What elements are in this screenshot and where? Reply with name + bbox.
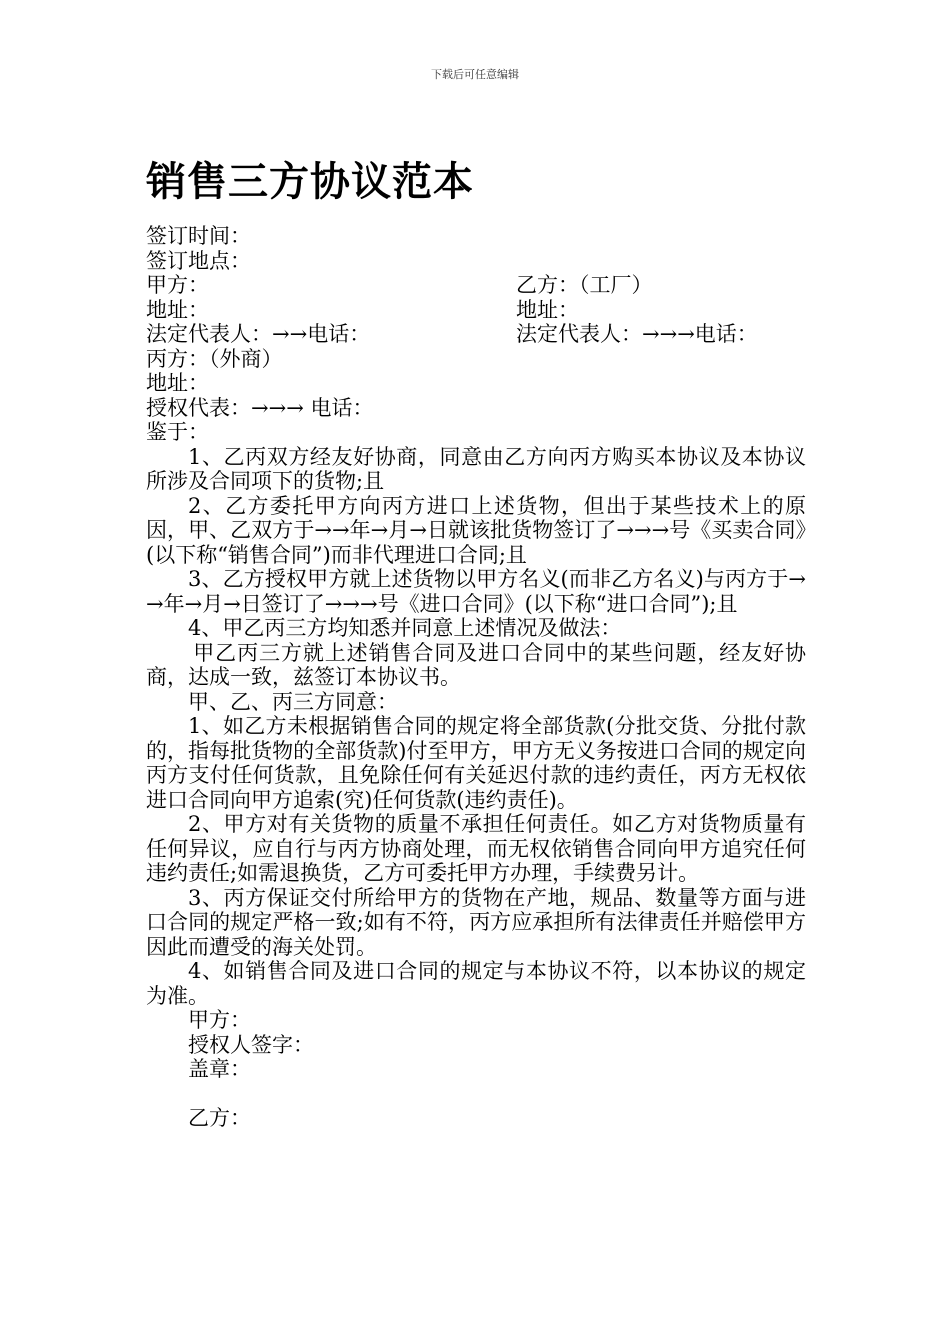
rep-c-label: 授权代表：→→→ 电话：	[146, 395, 374, 420]
signature-seal: 盖章：	[188, 1057, 251, 1081]
header-note: 下载后可任意编辑	[431, 68, 519, 81]
signature-party-a: 甲方：	[188, 1008, 251, 1032]
whereas-item: 2、乙方委托甲方向丙方进口上述货物，但出于某些技术上的原因，甲、乙双方于→→年→月→日就该批货物签订了→→→号《买卖合同》(以下称“销售合同”)而非代理进口合同;且	[146, 493, 806, 567]
sign-place-line: 签订地点：	[146, 248, 251, 273]
clause-paragraph: 3、丙方保证交付所给甲方的货物在产地，规品、数量等方面与进口合同的规定严格一致;如有不符，丙方应承担所有法律责任并赔偿甲方因此而遭受的海关处罚。	[146, 885, 806, 959]
preamble-paragraph: 甲乙丙三方就上述销售合同及进口合同中的某些问题，经友好协商，达成一致，兹签订本协议书。	[146, 640, 806, 689]
whereas-item: 1、乙丙双方经友好协商，同意由乙方向丙方购买本协议及本协议所涉及合同项下的货物;且	[146, 444, 806, 493]
clause-paragraph: 1、如乙方未根据销售合同的规定将全部货款(分批交货、分批付款的，指每批货物的全部货款)付至甲方，甲方无义务按进口合同的规定向丙方支付任何货款，且免除任何有关延迟付款的违约责任，丙方无权依进口合同向甲方追索(究)任何货款(违约责任)。	[146, 714, 806, 812]
whereas-item: 3、乙方授权甲方就上述货物以甲方名义(而非乙方名义)与丙方于→→年→月→日签订了→→→号《进口合同》(以下称“进口合同”);且	[146, 567, 806, 616]
document-title: 销售三方协议范本	[146, 159, 474, 205]
address-a-label: 地址：	[146, 297, 209, 322]
whereas-heading: 鉴于：	[146, 420, 209, 444]
signature-authorized-sign: 授权人签字：	[188, 1032, 314, 1057]
address-row	[146, 298, 806, 323]
representative-row	[146, 322, 806, 347]
rep-b-label: 法定代表人：→→→电话：	[516, 322, 758, 346]
clause-paragraph: 4、如销售合同及进口合同的规定与本协议不符，以本协议的规定为准。	[146, 959, 806, 1008]
rep-a-label: 法定代表人：→→电话：	[146, 322, 371, 346]
party-row	[146, 273, 806, 298]
signature-gap	[146, 1082, 806, 1107]
agree-heading: 甲、乙、丙三方同意：	[188, 689, 398, 714]
signature-party-b: 乙方：	[188, 1106, 251, 1130]
clause-paragraph: 2、甲方对有关货物的质量不承担任何责任。如乙方对货物质量有任何异议，应自行与丙方协商处理，而无权依销售合同向甲方追究任何违约责任;如需退换货，乙方可委托甲方办理，手续费另计。	[146, 812, 806, 885]
party-b-label: 乙方：（工厂）	[516, 273, 653, 297]
party-c-label: 丙方：（外商）	[146, 346, 283, 371]
sign-time-line: 签订时间：	[146, 224, 251, 248]
party-a-label: 甲方：	[146, 273, 209, 297]
document-body	[146, 224, 806, 1131]
address-c-label: 地址：	[146, 371, 209, 395]
whereas-item: 4、甲乙丙三方均知悉并同意上述情况及做法：	[188, 616, 622, 640]
address-b-label: 地址：	[516, 297, 579, 322]
